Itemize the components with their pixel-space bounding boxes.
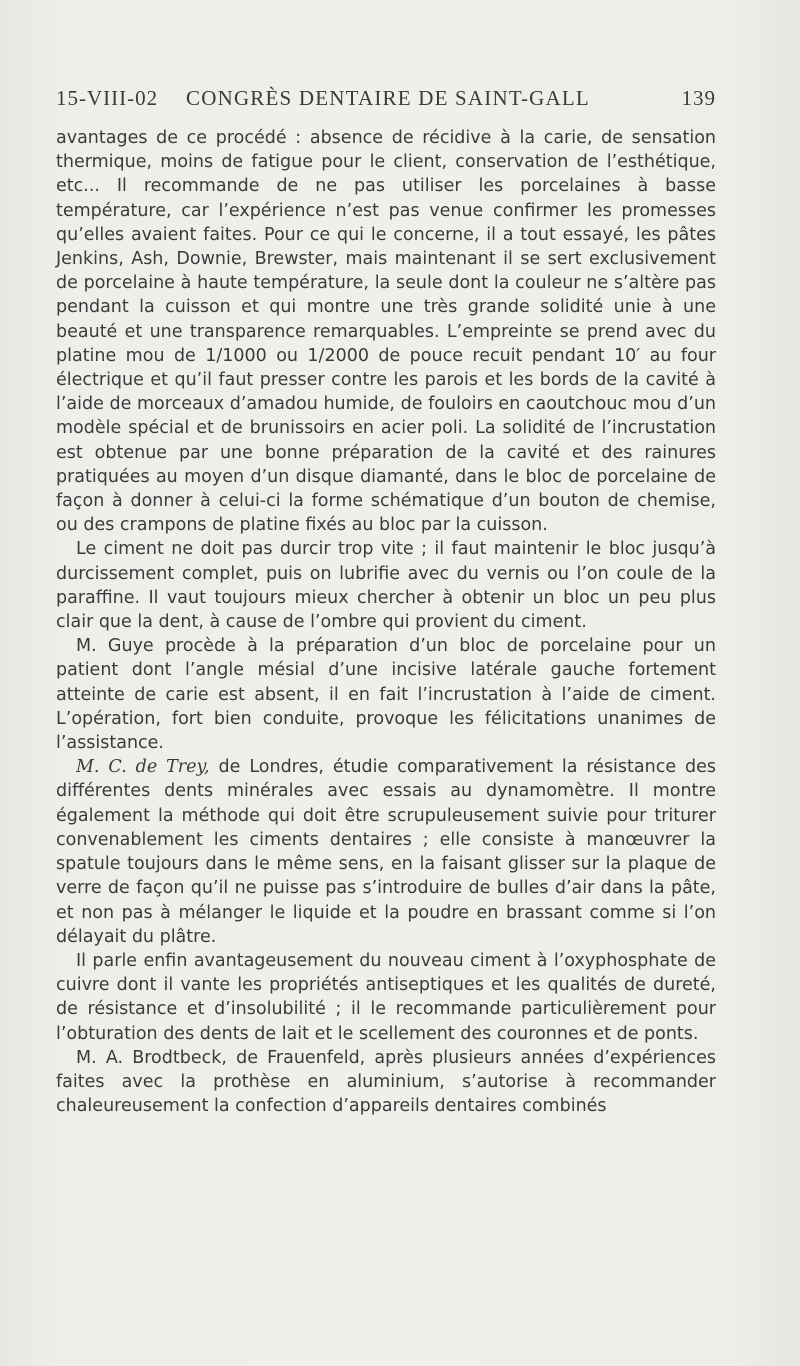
paragraph-6: M. A. Brodtbeck, de Frauenfeld, après plusieurs années d’expériences faites avec la prothèse en aluminium, s’autorise à recommander chaleureusement la confection d’appareils dentaires combinés [56, 1047, 716, 1117]
speaker-name: M. C. de Trey, [76, 757, 210, 778]
running-header [56, 86, 716, 116]
paragraph-1: avantages de ce procédé : absence de récidive à la carie, de sensation thermique, moins de fatigue pour le client, conservation de l’esthétique, etc... Il recommande de ne pas utiliser les porcelaines à basse température, car l’expérience n’est pas venue confirmer les promesses qu’elles avaient faites. Pour ce qui le concerne, il a tout essayé, les pâtes Jenkins, Ash, Downie, Brewster, mais maintenant il se sert exclusivement de porcelaine à haute température, la seule dont la couleur ne s’altère pas pendant la cuisson et qui montre une très grande solidité unie à une beauté et une transparence remarquables. L’empreinte se prend avec du platine mou de 1/1000 ou 1/2000 de pouce recuit pendant 10′ au four électrique et qu’il faut presser contre les parois et les bords de la cavité à l’aide de morceaux d’amadou humide, de fouloirs en caoutchouc mou d’un modèle spécial et de brunissoirs en acier poli. La solidité de l’incrustation est obtenue par une bonne préparation de la cavité et des rainures pratiquées au moyen d’un disque diamanté, dans le bloc de porcelaine de façon à donner à celui-ci la forme schématique d’un bouton de chemise, ou des crampons de platine fixés au bloc par la cuisson. [56, 128, 716, 536]
header-date: 15-VIII-02 [56, 86, 159, 110]
paragraph-4 [56, 755, 716, 949]
header-title: CONGRÈS DENTAIRE DE SAINT-GALL [186, 86, 590, 110]
paragraph-4-text: de Londres, étudie comparativement la résistance des différentes dents minérales avec essais au dynamomètre. Il montre également la méthode qui doit être scrupuleusement suivie pour triturer convenablement les ciments dentaires ; elle consiste à manœuvrer la spatule toujours dans le même sens, en la faisant glisser sur la plaque de verre de façon qu’il ne puisse pas s’introduire de bulles d’air dans la pâte, et non pas à mélanger le liquide et la poudre en brassant comme si l’on délayait du plâtre. [56, 757, 716, 947]
paragraph-5: Il parle enfin avantageusement du nouveau ciment à l’oxyphosphate de cuivre dont il vante les propriétés antiseptiques et les qualités de dureté, de résistance et d’insolubilité ; il le recommande particulièrement pour l’obturation des dents de lait et le scellement des couronnes et de ponts. [56, 950, 716, 1044]
page-number: 139 [681, 86, 716, 110]
paragraph-2: Le ciment ne doit pas durcir trop vite ; il faut maintenir le bloc jusqu’à durcissement complet, puis on lubrifie avec du vernis ou l’on coule de la paraffine. Il vaut toujours mieux chercher à obtenir un bloc un peu plus clair que la dent, à cause de l’ombre qui provient du ciment. [56, 539, 716, 633]
paragraph-3: M. Guye procède à la préparation d’un bloc de porcelaine pour un patient dont l’angle mésial d’une incisive latérale gauche fortement atteinte de carie est absent, il en fait l’incrustation à l’aide de ciment. L’opération, fort bien conduite, provoque les félicitations unanimes de l’assistance. [56, 636, 716, 754]
body-text [56, 126, 716, 1118]
